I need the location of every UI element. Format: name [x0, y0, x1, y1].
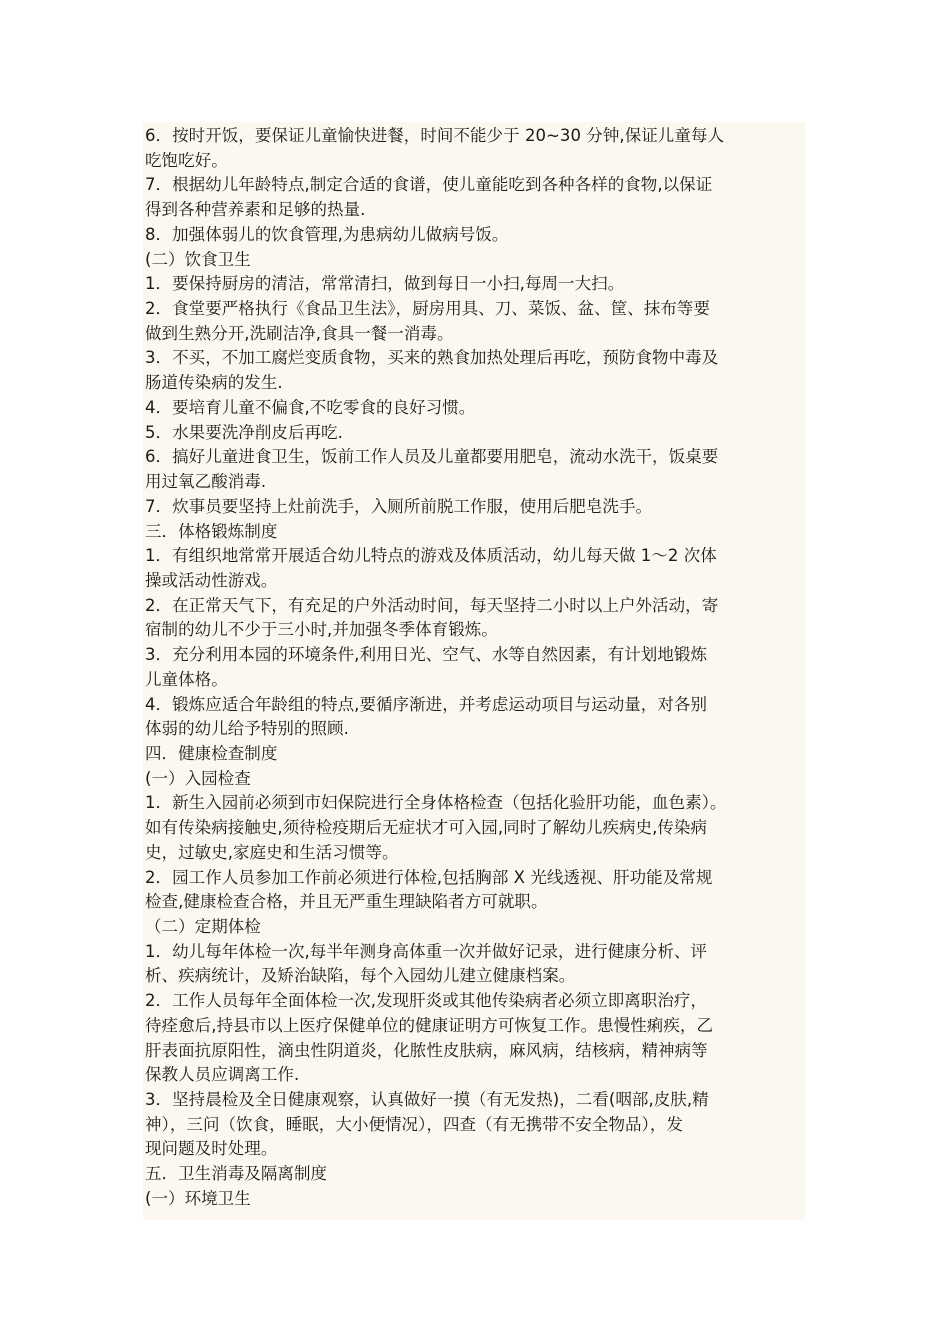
text-line: 宿制的幼儿不少于三小时,并加强冬季体育锻炼。 [145, 620, 498, 640]
text-line: 7．根据幼儿年龄特点,制定合适的食谱，使儿童能吃到各种各样的食物,以保证 [145, 175, 713, 195]
text-line: 2．工作人员每年全面体检一次,发现肝炎或其他传染病者必须立即离职治疗， [145, 991, 707, 1011]
text-line: 神），三问（饮食，睡眠，大小便情况），四查（有无携带不安全物品），发 [145, 1114, 683, 1134]
text-line: 如有传染病接触史,须待检疫期后无症状才可入园,同时了解幼儿疾病史,传染病 [145, 818, 708, 838]
text-line: 用过氧乙酸消毒. [145, 472, 267, 492]
text-line: 肠道传染病的发生. [145, 373, 283, 393]
text-line: 做到生熟分开,洗刷洁净,食具一餐一消毒。 [145, 323, 454, 343]
section-heading: （二）定期体检 [145, 917, 261, 936]
text-line: 1．要保持厨房的清洁，常常清扫，做到每日一小扫,每周一大扫。 [145, 274, 625, 294]
text-line: 儿童体格。 [145, 669, 228, 689]
text-line: 1．有组织地常常开展适合幼儿特点的游戏及体质活动，幼儿每天做 1～2 次体 [145, 546, 717, 566]
section-heading: 四．健康检查制度 [145, 743, 278, 763]
text-line: 操或活动性游戏。 [145, 570, 278, 590]
section-heading: (一）环境卫生 [145, 1188, 251, 1208]
text-line: 4．锻炼应适合年龄组的特点,要循序渐进，并考虑运动项目与运动量，对各别 [145, 694, 707, 714]
text-line: 8．加强体弱儿的饮食管理,为患病幼儿做病号饭。 [145, 224, 509, 244]
text-line: 2．在正常天气下，有充足的户外活动时间，每天坚持二小时以上户外活动，寄 [145, 595, 719, 615]
text-line: 吃饱吃好。 [145, 150, 228, 170]
section-heading: 三．体格锻炼制度 [145, 521, 278, 541]
text-line: 3．不买，不加工腐烂变质食物，买来的熟食加热处理后再吃，预防食物中毒及 [145, 348, 719, 368]
text-line: 4．要培育儿童不偏食,不吃零食的良好习惯。 [145, 397, 476, 417]
section-heading: (二）饮食卫生 [145, 249, 251, 269]
section-heading: 五．卫生消毒及隔离制度 [145, 1164, 328, 1184]
text-line: 检查,健康检查合格，并且无严重生理缺陷者方可就职。 [145, 892, 548, 912]
text-line: 3．坚持晨检及全日健康观察，认真做好一摸（有无发热)，二看(咽部,皮肤,精 [145, 1090, 709, 1110]
text-line: 得到各种营养素和足够的热量. [145, 200, 366, 220]
text-line: 7．炊事员要坚持上灶前洗手，入厕所前脱工作服，使用后肥皂洗手。 [145, 496, 653, 516]
text-line: 保教人员应调离工作. [145, 1065, 300, 1085]
text-line: 现问题及时处理。 [145, 1139, 278, 1159]
text-line: 待痊愈后,持县市以上医疗保健单位的健康证明方可恢复工作。患慢性痢疾，乙 [145, 1015, 713, 1035]
text-line: 3．充分利用本园的环境条件,利用日光、空气、水等自然因素，有计划地锻炼 [145, 645, 707, 665]
text-line: 史，过敏史,家庭史和生活习惯等。 [145, 842, 399, 862]
document-body [145, 124, 835, 1212]
section-heading: (一）入园检查 [145, 768, 251, 788]
text-line: 析、疾病统计，及矫治缺陷，每个入园幼儿建立健康档案。 [145, 966, 576, 986]
text-line: 肝表面抗原阳性，滴虫性阴道炎，化脓性皮肤病，麻风病，结核病，精神病等 [145, 1040, 708, 1060]
text-line: 1．新生入园前必须到市妇保院进行全身体格检查（包括化验肝功能，血色素）。 [145, 793, 727, 813]
text-line: 5．水果要洗净削皮后再吃. [145, 422, 343, 442]
text-line: 1．幼儿每年体检一次,每半年测身高体重一次并做好记录，进行健康分析、评 [145, 941, 707, 961]
text-line: 2．园工作人员参加工作前必须进行体检,包括胸部 X 光线透视、肝功能及常规 [145, 867, 713, 887]
text-line: 6．搞好儿童进食卫生，饭前工作人员及儿童都要用肥皂，流动水洗干，饭桌要 [145, 447, 719, 467]
text-line: 6．按时开饭，要保证儿童愉快进餐，时间不能少于 20~30 分钟,保证儿童每人 [145, 126, 724, 145]
text-line: 2．食堂要严格执行《食品卫生法》，厨房用具、刀、菜饭、盆、筐、抹布等要 [145, 299, 710, 319]
text-line: 体弱的幼儿给予特别的照顾. [145, 719, 349, 739]
